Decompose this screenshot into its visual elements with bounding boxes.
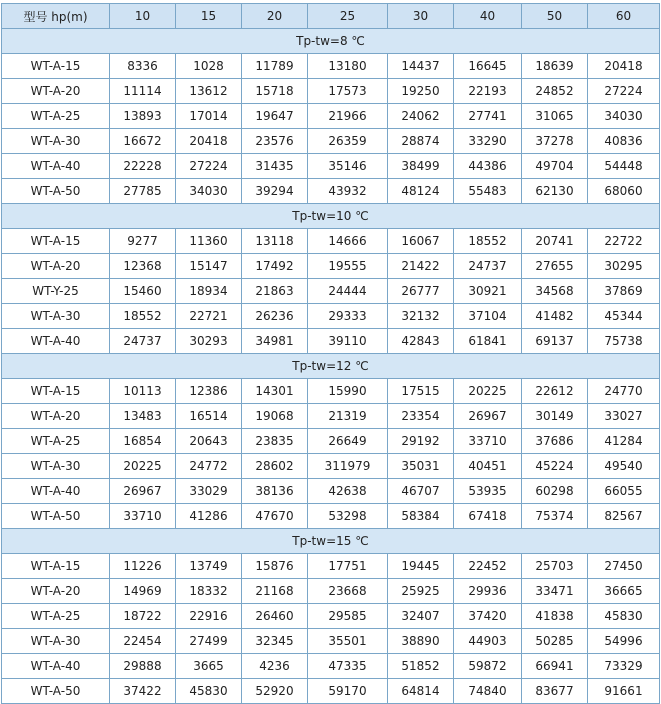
value-cell: 60298 — [522, 479, 588, 504]
model-cell: WT-A-50 — [2, 179, 110, 204]
value-cell: 42638 — [308, 479, 388, 504]
value-cell: 26967 — [454, 404, 522, 429]
value-cell: 27785 — [110, 179, 176, 204]
table-row — [2, 129, 660, 154]
value-cell: 29888 — [110, 654, 176, 679]
value-cell: 22452 — [454, 554, 522, 579]
value-cell: 16672 — [110, 129, 176, 154]
model-cell: WT-A-25 — [2, 604, 110, 629]
value-cell: 21319 — [308, 404, 388, 429]
value-cell: 64814 — [388, 679, 454, 704]
table-row — [2, 329, 660, 354]
value-cell: 14666 — [308, 229, 388, 254]
value-cell: 37686 — [522, 429, 588, 454]
value-cell: 33710 — [110, 504, 176, 529]
value-cell: 59872 — [454, 654, 522, 679]
table-row — [2, 504, 660, 529]
group-header-row — [2, 204, 660, 229]
value-cell: 23668 — [308, 579, 388, 604]
value-cell: 33471 — [522, 579, 588, 604]
value-cell: 311979 — [308, 454, 388, 479]
value-cell: 20741 — [522, 229, 588, 254]
value-cell: 46707 — [388, 479, 454, 504]
value-cell: 45830 — [176, 679, 242, 704]
value-cell: 24770 — [588, 379, 660, 404]
value-cell: 21168 — [242, 579, 308, 604]
value-cell: 51852 — [388, 654, 454, 679]
table-row — [2, 629, 660, 654]
value-cell: 20643 — [176, 429, 242, 454]
value-cell: 66941 — [522, 654, 588, 679]
value-cell: 25703 — [522, 554, 588, 579]
value-cell: 62130 — [522, 179, 588, 204]
table-row — [2, 279, 660, 304]
value-cell: 24852 — [522, 79, 588, 104]
value-cell: 13893 — [110, 104, 176, 129]
model-cell: WT-A-30 — [2, 129, 110, 154]
model-cell: WT-A-40 — [2, 654, 110, 679]
model-cell: WT-A-25 — [2, 429, 110, 454]
value-cell: 32132 — [388, 304, 454, 329]
value-cell: 33290 — [454, 129, 522, 154]
model-cell: WT-A-20 — [2, 254, 110, 279]
value-cell: 27224 — [176, 154, 242, 179]
value-cell: 33029 — [176, 479, 242, 504]
table-row — [2, 79, 660, 104]
table-row — [2, 379, 660, 404]
value-cell: 13118 — [242, 229, 308, 254]
value-cell: 27741 — [454, 104, 522, 129]
model-cell: WT-A-30 — [2, 629, 110, 654]
value-cell: 24772 — [176, 454, 242, 479]
value-cell: 23576 — [242, 129, 308, 154]
value-cell: 11114 — [110, 79, 176, 104]
value-cell: 59170 — [308, 679, 388, 704]
group-header-row — [2, 29, 660, 54]
value-cell: 24062 — [388, 104, 454, 129]
value-cell: 31435 — [242, 154, 308, 179]
value-cell: 75738 — [588, 329, 660, 354]
table-row — [2, 479, 660, 504]
header-model-hp: 型号 hp(m) — [2, 4, 110, 29]
value-cell: 30149 — [522, 404, 588, 429]
value-cell: 53935 — [454, 479, 522, 504]
value-cell: 42843 — [388, 329, 454, 354]
value-cell: 11360 — [176, 229, 242, 254]
header-col: 50 — [522, 4, 588, 29]
value-cell: 19647 — [242, 104, 308, 129]
value-cell: 37422 — [110, 679, 176, 704]
value-cell: 11226 — [110, 554, 176, 579]
group-title: Tp-tw=15 ℃ — [2, 529, 660, 554]
value-cell: 14437 — [388, 54, 454, 79]
model-cell: WT-A-25 — [2, 104, 110, 129]
value-cell: 29192 — [388, 429, 454, 454]
header-col: 25 — [308, 4, 388, 29]
value-cell: 35031 — [388, 454, 454, 479]
value-cell: 12368 — [110, 254, 176, 279]
value-cell: 50285 — [522, 629, 588, 654]
value-cell: 13180 — [308, 54, 388, 79]
value-cell: 47670 — [242, 504, 308, 529]
value-cell: 22193 — [454, 79, 522, 104]
value-cell: 68060 — [588, 179, 660, 204]
value-cell: 83677 — [522, 679, 588, 704]
header-col: 40 — [454, 4, 522, 29]
value-cell: 32345 — [242, 629, 308, 654]
value-cell: 45830 — [588, 604, 660, 629]
value-cell: 27450 — [588, 554, 660, 579]
value-cell: 27655 — [522, 254, 588, 279]
value-cell: 18552 — [110, 304, 176, 329]
model-cell: WT-A-15 — [2, 229, 110, 254]
table-row — [2, 654, 660, 679]
value-cell: 37278 — [522, 129, 588, 154]
model-cell: WT-A-50 — [2, 679, 110, 704]
table-row — [2, 679, 660, 704]
table-row — [2, 104, 660, 129]
value-cell: 19068 — [242, 404, 308, 429]
value-cell: 20418 — [588, 54, 660, 79]
value-cell: 15718 — [242, 79, 308, 104]
value-cell: 3665 — [176, 654, 242, 679]
value-cell: 39110 — [308, 329, 388, 354]
group-header-row — [2, 529, 660, 554]
value-cell: 11789 — [242, 54, 308, 79]
value-cell: 29936 — [454, 579, 522, 604]
value-cell: 15147 — [176, 254, 242, 279]
value-cell: 45224 — [522, 454, 588, 479]
value-cell: 55483 — [454, 179, 522, 204]
value-cell: 18639 — [522, 54, 588, 79]
value-cell: 17014 — [176, 104, 242, 129]
value-cell: 67418 — [454, 504, 522, 529]
table-row — [2, 304, 660, 329]
value-cell: 13483 — [110, 404, 176, 429]
value-cell: 44903 — [454, 629, 522, 654]
value-cell: 45344 — [588, 304, 660, 329]
value-cell: 24737 — [110, 329, 176, 354]
value-cell: 34030 — [588, 104, 660, 129]
table-row — [2, 54, 660, 79]
value-cell: 25925 — [388, 579, 454, 604]
value-cell: 40451 — [454, 454, 522, 479]
value-cell: 29333 — [308, 304, 388, 329]
value-cell: 26359 — [308, 129, 388, 154]
value-cell: 29585 — [308, 604, 388, 629]
value-cell: 33027 — [588, 404, 660, 429]
heat-capacity-table — [1, 3, 660, 704]
value-cell: 9277 — [110, 229, 176, 254]
value-cell: 44386 — [454, 154, 522, 179]
value-cell: 30921 — [454, 279, 522, 304]
value-cell: 24444 — [308, 279, 388, 304]
value-cell: 35146 — [308, 154, 388, 179]
table-row — [2, 454, 660, 479]
value-cell: 21966 — [308, 104, 388, 129]
value-cell: 22454 — [110, 629, 176, 654]
value-cell: 36665 — [588, 579, 660, 604]
header-col: 15 — [176, 4, 242, 29]
table-body — [2, 29, 660, 704]
value-cell: 35501 — [308, 629, 388, 654]
table-row — [2, 179, 660, 204]
value-cell: 4236 — [242, 654, 308, 679]
value-cell: 21422 — [388, 254, 454, 279]
table-row — [2, 254, 660, 279]
value-cell: 91661 — [588, 679, 660, 704]
value-cell: 26649 — [308, 429, 388, 454]
value-cell: 38890 — [388, 629, 454, 654]
value-cell: 15460 — [110, 279, 176, 304]
table-row — [2, 554, 660, 579]
value-cell: 33710 — [454, 429, 522, 454]
value-cell: 22228 — [110, 154, 176, 179]
table-row — [2, 404, 660, 429]
value-cell: 39294 — [242, 179, 308, 204]
value-cell: 38499 — [388, 154, 454, 179]
value-cell: 38136 — [242, 479, 308, 504]
model-cell: WT-A-40 — [2, 329, 110, 354]
model-cell: WT-A-15 — [2, 54, 110, 79]
value-cell: 58384 — [388, 504, 454, 529]
value-cell: 16067 — [388, 229, 454, 254]
value-cell: 41838 — [522, 604, 588, 629]
value-cell: 54448 — [588, 154, 660, 179]
value-cell: 26460 — [242, 604, 308, 629]
value-cell: 41284 — [588, 429, 660, 454]
value-cell: 27499 — [176, 629, 242, 654]
value-cell: 16854 — [110, 429, 176, 454]
value-cell: 27224 — [588, 79, 660, 104]
value-cell: 61841 — [454, 329, 522, 354]
value-cell: 20418 — [176, 129, 242, 154]
group-title: Tp-tw=12 ℃ — [2, 354, 660, 379]
value-cell: 37869 — [588, 279, 660, 304]
group-header-row — [2, 354, 660, 379]
value-cell: 14301 — [242, 379, 308, 404]
value-cell: 41286 — [176, 504, 242, 529]
value-cell: 10113 — [110, 379, 176, 404]
value-cell: 22916 — [176, 604, 242, 629]
model-cell: WT-A-40 — [2, 154, 110, 179]
value-cell: 73329 — [588, 654, 660, 679]
value-cell: 66055 — [588, 479, 660, 504]
value-cell: 18934 — [176, 279, 242, 304]
value-cell: 23835 — [242, 429, 308, 454]
value-cell: 34981 — [242, 329, 308, 354]
model-cell: WT-Y-25 — [2, 279, 110, 304]
value-cell: 19250 — [388, 79, 454, 104]
value-cell: 32407 — [388, 604, 454, 629]
value-cell: 18332 — [176, 579, 242, 604]
value-cell: 1028 — [176, 54, 242, 79]
value-cell: 34030 — [176, 179, 242, 204]
model-cell: WT-A-50 — [2, 504, 110, 529]
value-cell: 41482 — [522, 304, 588, 329]
value-cell: 23354 — [388, 404, 454, 429]
value-cell: 53298 — [308, 504, 388, 529]
value-cell: 49540 — [588, 454, 660, 479]
value-cell: 37420 — [454, 604, 522, 629]
model-cell: WT-A-20 — [2, 579, 110, 604]
table-row — [2, 154, 660, 179]
table-row — [2, 604, 660, 629]
value-cell: 47335 — [308, 654, 388, 679]
value-cell: 74840 — [454, 679, 522, 704]
value-cell: 18552 — [454, 229, 522, 254]
value-cell: 43932 — [308, 179, 388, 204]
value-cell: 18722 — [110, 604, 176, 629]
model-cell: WT-A-30 — [2, 454, 110, 479]
header-col: 60 — [588, 4, 660, 29]
value-cell: 82567 — [588, 504, 660, 529]
value-cell: 24737 — [454, 254, 522, 279]
table-row — [2, 229, 660, 254]
value-cell: 12386 — [176, 379, 242, 404]
table-header-row — [2, 4, 660, 29]
model-cell: WT-A-15 — [2, 554, 110, 579]
value-cell: 26777 — [388, 279, 454, 304]
model-cell: WT-A-20 — [2, 404, 110, 429]
value-cell: 15990 — [308, 379, 388, 404]
value-cell: 22612 — [522, 379, 588, 404]
model-cell: WT-A-15 — [2, 379, 110, 404]
value-cell: 14969 — [110, 579, 176, 604]
value-cell: 17751 — [308, 554, 388, 579]
value-cell: 22721 — [176, 304, 242, 329]
value-cell: 19445 — [388, 554, 454, 579]
value-cell: 16514 — [176, 404, 242, 429]
value-cell: 48124 — [388, 179, 454, 204]
value-cell: 26236 — [242, 304, 308, 329]
group-title: Tp-tw=8 ℃ — [2, 29, 660, 54]
value-cell: 26967 — [110, 479, 176, 504]
value-cell: 21863 — [242, 279, 308, 304]
value-cell: 49704 — [522, 154, 588, 179]
value-cell: 40836 — [588, 129, 660, 154]
value-cell: 54996 — [588, 629, 660, 654]
value-cell: 30295 — [588, 254, 660, 279]
value-cell: 13749 — [176, 554, 242, 579]
value-cell: 75374 — [522, 504, 588, 529]
value-cell: 8336 — [110, 54, 176, 79]
table-row — [2, 579, 660, 604]
model-cell: WT-A-20 — [2, 79, 110, 104]
header-col: 30 — [388, 4, 454, 29]
model-cell: WT-A-30 — [2, 304, 110, 329]
value-cell: 69137 — [522, 329, 588, 354]
value-cell: 19555 — [308, 254, 388, 279]
value-cell: 28874 — [388, 129, 454, 154]
value-cell: 13612 — [176, 79, 242, 104]
value-cell: 30293 — [176, 329, 242, 354]
value-cell: 28602 — [242, 454, 308, 479]
value-cell: 34568 — [522, 279, 588, 304]
value-cell: 22722 — [588, 229, 660, 254]
value-cell: 20225 — [454, 379, 522, 404]
header-col: 20 — [242, 4, 308, 29]
value-cell: 31065 — [522, 104, 588, 129]
value-cell: 16645 — [454, 54, 522, 79]
value-cell: 15876 — [242, 554, 308, 579]
value-cell: 20225 — [110, 454, 176, 479]
table-row — [2, 429, 660, 454]
value-cell: 37104 — [454, 304, 522, 329]
value-cell: 17492 — [242, 254, 308, 279]
value-cell: 17573 — [308, 79, 388, 104]
model-cell: WT-A-40 — [2, 479, 110, 504]
value-cell: 52920 — [242, 679, 308, 704]
header-col: 10 — [110, 4, 176, 29]
value-cell: 17515 — [388, 379, 454, 404]
group-title: Tp-tw=10 ℃ — [2, 204, 660, 229]
